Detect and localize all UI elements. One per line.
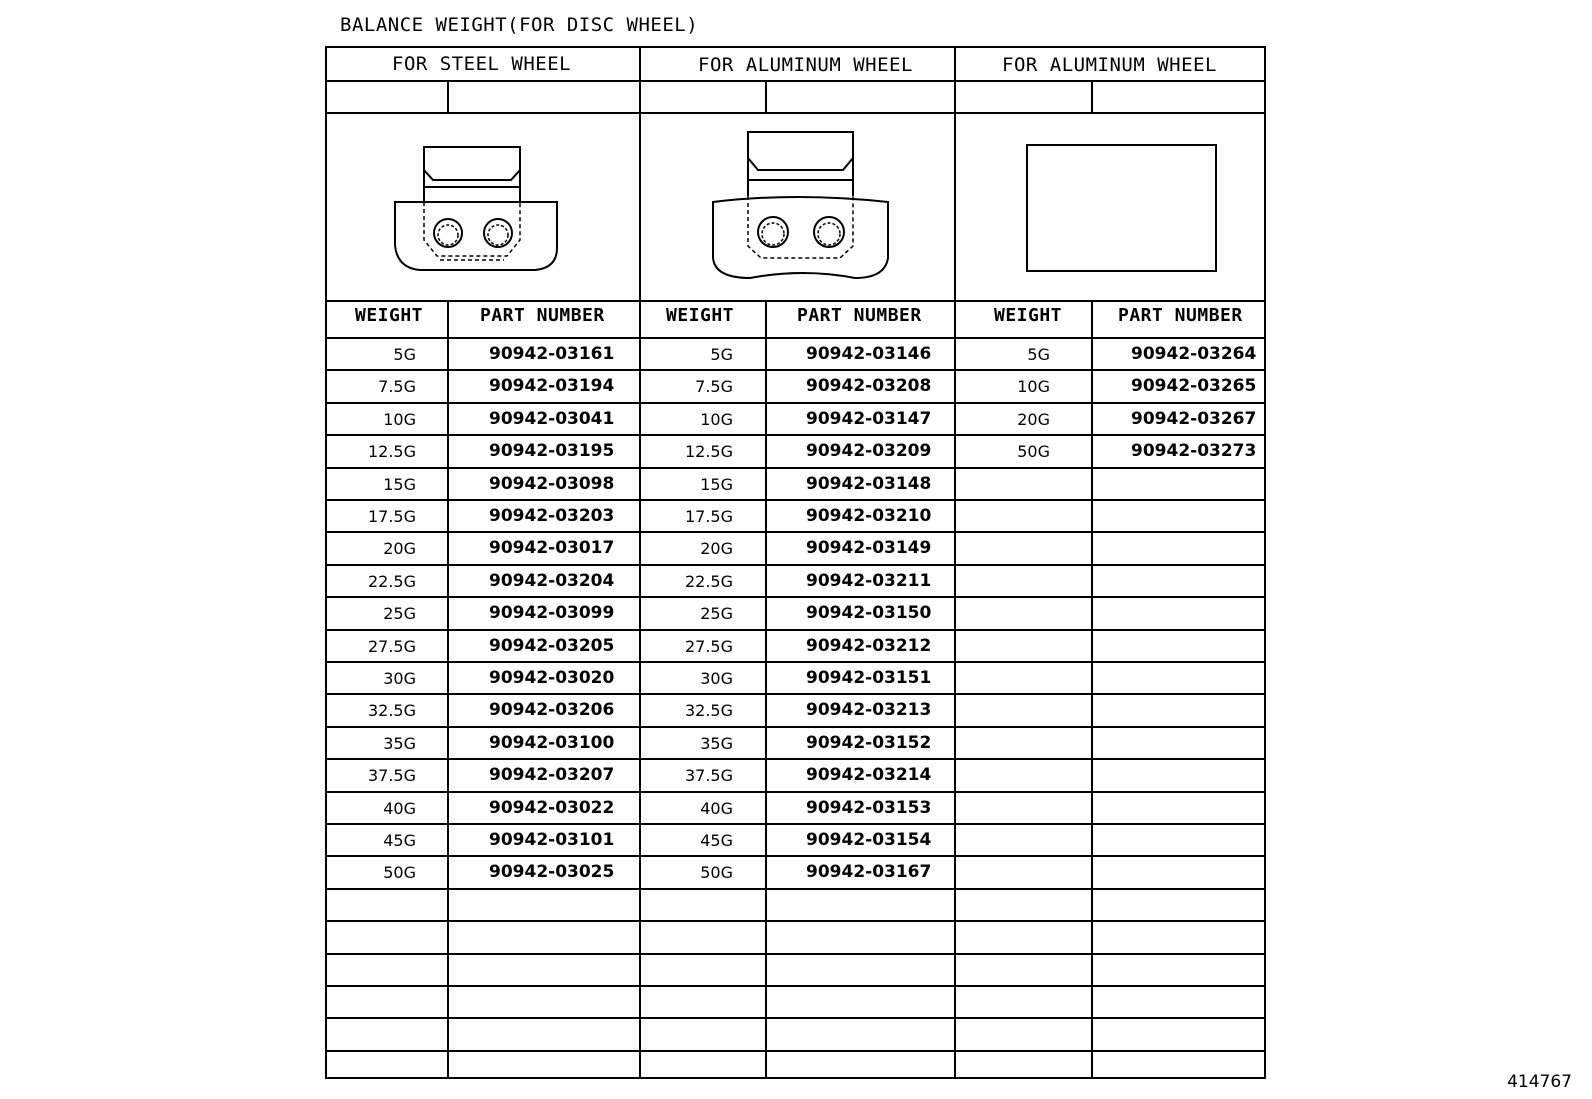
row-divider <box>325 596 1266 598</box>
column-header-weight: WEIGHT <box>355 305 424 326</box>
part-number-cell: 90942-03264 <box>1131 344 1257 364</box>
weight-cell: 22.5G <box>684 571 733 591</box>
table-divider <box>325 80 1266 82</box>
part-number-cell: 90942-03210 <box>806 506 932 526</box>
part-number-cell: 90942-03152 <box>806 732 932 753</box>
weight-cell: 5G <box>1027 345 1050 364</box>
table-divider <box>765 301 767 1079</box>
row-divider <box>325 629 1266 631</box>
row-divider <box>325 1017 1266 1019</box>
part-number-cell: 90942-03099 <box>489 603 615 624</box>
part-number-cell: 90942-03267 <box>1131 408 1257 429</box>
part-number-cell: 90942-03208 <box>806 376 932 397</box>
part-number-cell: 90942-03022 <box>489 797 615 818</box>
section-header-aluminum-2: FOR ALUMINUM WHEEL <box>1002 54 1217 76</box>
weight-cell: 37.5G <box>367 766 416 786</box>
part-number-cell: 90942-03204 <box>489 570 615 591</box>
weight-cell: 7.5G <box>378 377 416 397</box>
weight-cell: 50G <box>700 863 733 883</box>
weight-cell: 12.5G <box>684 442 733 462</box>
part-number-cell: 90942-03154 <box>806 830 932 850</box>
row-divider <box>325 726 1266 728</box>
weight-cell: 35G <box>700 733 733 753</box>
part-number-cell: 90942-03207 <box>489 765 615 786</box>
part-number-cell: 90942-03214 <box>806 765 932 786</box>
weight-cell: 30G <box>700 669 733 688</box>
row-divider <box>325 953 1266 955</box>
part-number-cell: 90942-03149 <box>806 538 932 559</box>
part-number-cell: 90942-03167 <box>806 862 932 883</box>
part-number-cell: 90942-03098 <box>489 473 615 494</box>
table-divider <box>447 301 449 1079</box>
row-divider <box>325 758 1266 760</box>
adhesive-weight-illustration <box>1025 143 1220 275</box>
section-header-aluminum: FOR ALUMINUM WHEEL <box>698 54 913 76</box>
weight-cell: 45G <box>383 831 416 850</box>
weight-cell: 20G <box>700 539 733 559</box>
part-number-cell: 90942-03020 <box>489 668 615 688</box>
column-header-part-number: PART NUMBER <box>1118 305 1243 326</box>
part-number-cell: 90942-03212 <box>806 635 932 656</box>
table-divider <box>1091 80 1093 113</box>
weight-cell: 10G <box>1017 377 1050 397</box>
part-number-cell: 90942-03147 <box>806 408 932 429</box>
part-number-cell: 90942-03265 <box>1131 376 1257 397</box>
weight-cell: 5G <box>393 345 416 364</box>
weight-cell: 37.5G <box>684 766 733 786</box>
weight-cell: 12.5G <box>367 442 416 462</box>
weight-cell: 15G <box>700 474 733 494</box>
part-number-cell: 90942-03025 <box>489 862 615 883</box>
weight-cell: 7.5G <box>695 377 733 397</box>
weight-cell: 40G <box>700 798 733 818</box>
table-divider <box>447 80 449 113</box>
weight-cell: 25G <box>383 604 416 624</box>
weight-cell: 27.5G <box>367 636 416 656</box>
part-number-cell: 90942-03041 <box>489 408 615 429</box>
weight-cell: 17.5G <box>367 507 416 526</box>
table-divider <box>325 112 1266 114</box>
weight-cell: 50G <box>383 863 416 883</box>
table-divider <box>325 300 1266 302</box>
table-divider <box>1091 301 1093 1079</box>
row-divider <box>325 920 1266 922</box>
weight-cell: 50G <box>1017 442 1050 462</box>
part-number-cell: 90942-03151 <box>806 668 932 688</box>
steel-wheel-weight-illustration <box>385 140 570 280</box>
column-header-weight: WEIGHT <box>666 305 735 326</box>
part-number-cell: 90942-03146 <box>806 344 932 364</box>
row-divider <box>325 693 1266 695</box>
aluminum-wheel-weight-illustration <box>705 128 900 288</box>
page-title: BALANCE WEIGHT(FOR DISC WHEEL) <box>340 14 699 36</box>
column-header-part-number: PART NUMBER <box>797 305 922 326</box>
weight-cell: 32.5G <box>684 701 733 721</box>
part-number-cell: 90942-03153 <box>806 797 932 818</box>
weight-cell: 10G <box>383 409 416 429</box>
row-divider <box>325 337 1266 339</box>
row-divider <box>325 467 1266 469</box>
part-number-cell: 90942-03273 <box>1131 441 1257 462</box>
part-number-cell: 90942-03209 <box>806 441 932 462</box>
part-number-cell: 90942-03195 <box>489 441 615 462</box>
weight-cell: 15G <box>383 474 416 494</box>
row-divider <box>325 1050 1266 1052</box>
part-number-cell: 90942-03211 <box>806 570 932 591</box>
part-number-cell: 90942-03100 <box>489 732 615 753</box>
part-number-cell: 90942-03205 <box>489 635 615 656</box>
row-divider <box>325 369 1266 371</box>
weight-cell: 20G <box>383 539 416 559</box>
document-id: 414767 <box>1507 1072 1572 1092</box>
row-divider <box>325 402 1266 404</box>
weight-cell: 17.5G <box>684 507 733 526</box>
part-number-cell: 90942-03101 <box>489 830 615 850</box>
part-number-cell: 90942-03148 <box>806 473 932 494</box>
part-number-cell: 90942-03017 <box>489 538 615 559</box>
row-divider <box>325 661 1266 663</box>
column-header-weight: WEIGHT <box>994 305 1063 326</box>
weight-cell: 40G <box>383 798 416 818</box>
weight-cell: 5G <box>710 345 733 364</box>
table-divider <box>639 46 641 1079</box>
weight-cell: 10G <box>700 409 733 429</box>
part-number-cell: 90942-03213 <box>806 700 932 721</box>
part-number-cell: 90942-03150 <box>806 603 932 624</box>
weight-cell: 45G <box>700 831 733 850</box>
table-divider <box>954 46 956 1079</box>
row-divider <box>325 434 1266 436</box>
weight-cell: 27.5G <box>684 636 733 656</box>
part-number-cell: 90942-03161 <box>489 344 615 364</box>
weight-cell: 25G <box>700 604 733 624</box>
row-divider <box>325 823 1266 825</box>
row-divider <box>325 985 1266 987</box>
column-header-part-number: PART NUMBER <box>480 305 605 326</box>
part-number-cell: 90942-03194 <box>489 376 615 397</box>
weight-cell: 35G <box>383 733 416 753</box>
row-divider <box>325 855 1266 857</box>
row-divider <box>325 888 1266 890</box>
row-divider <box>325 791 1266 793</box>
row-divider <box>325 499 1266 501</box>
section-header-steel: FOR STEEL WHEEL <box>392 53 572 75</box>
weight-cell: 32.5G <box>367 701 416 721</box>
weight-cell: 30G <box>383 669 416 688</box>
part-number-cell: 90942-03203 <box>489 506 615 526</box>
weight-cell: 20G <box>1017 409 1050 429</box>
part-number-cell: 90942-03206 <box>489 700 615 721</box>
row-divider <box>325 564 1266 566</box>
table-divider <box>765 80 767 113</box>
weight-cell: 22.5G <box>367 571 416 591</box>
row-divider <box>325 531 1266 533</box>
